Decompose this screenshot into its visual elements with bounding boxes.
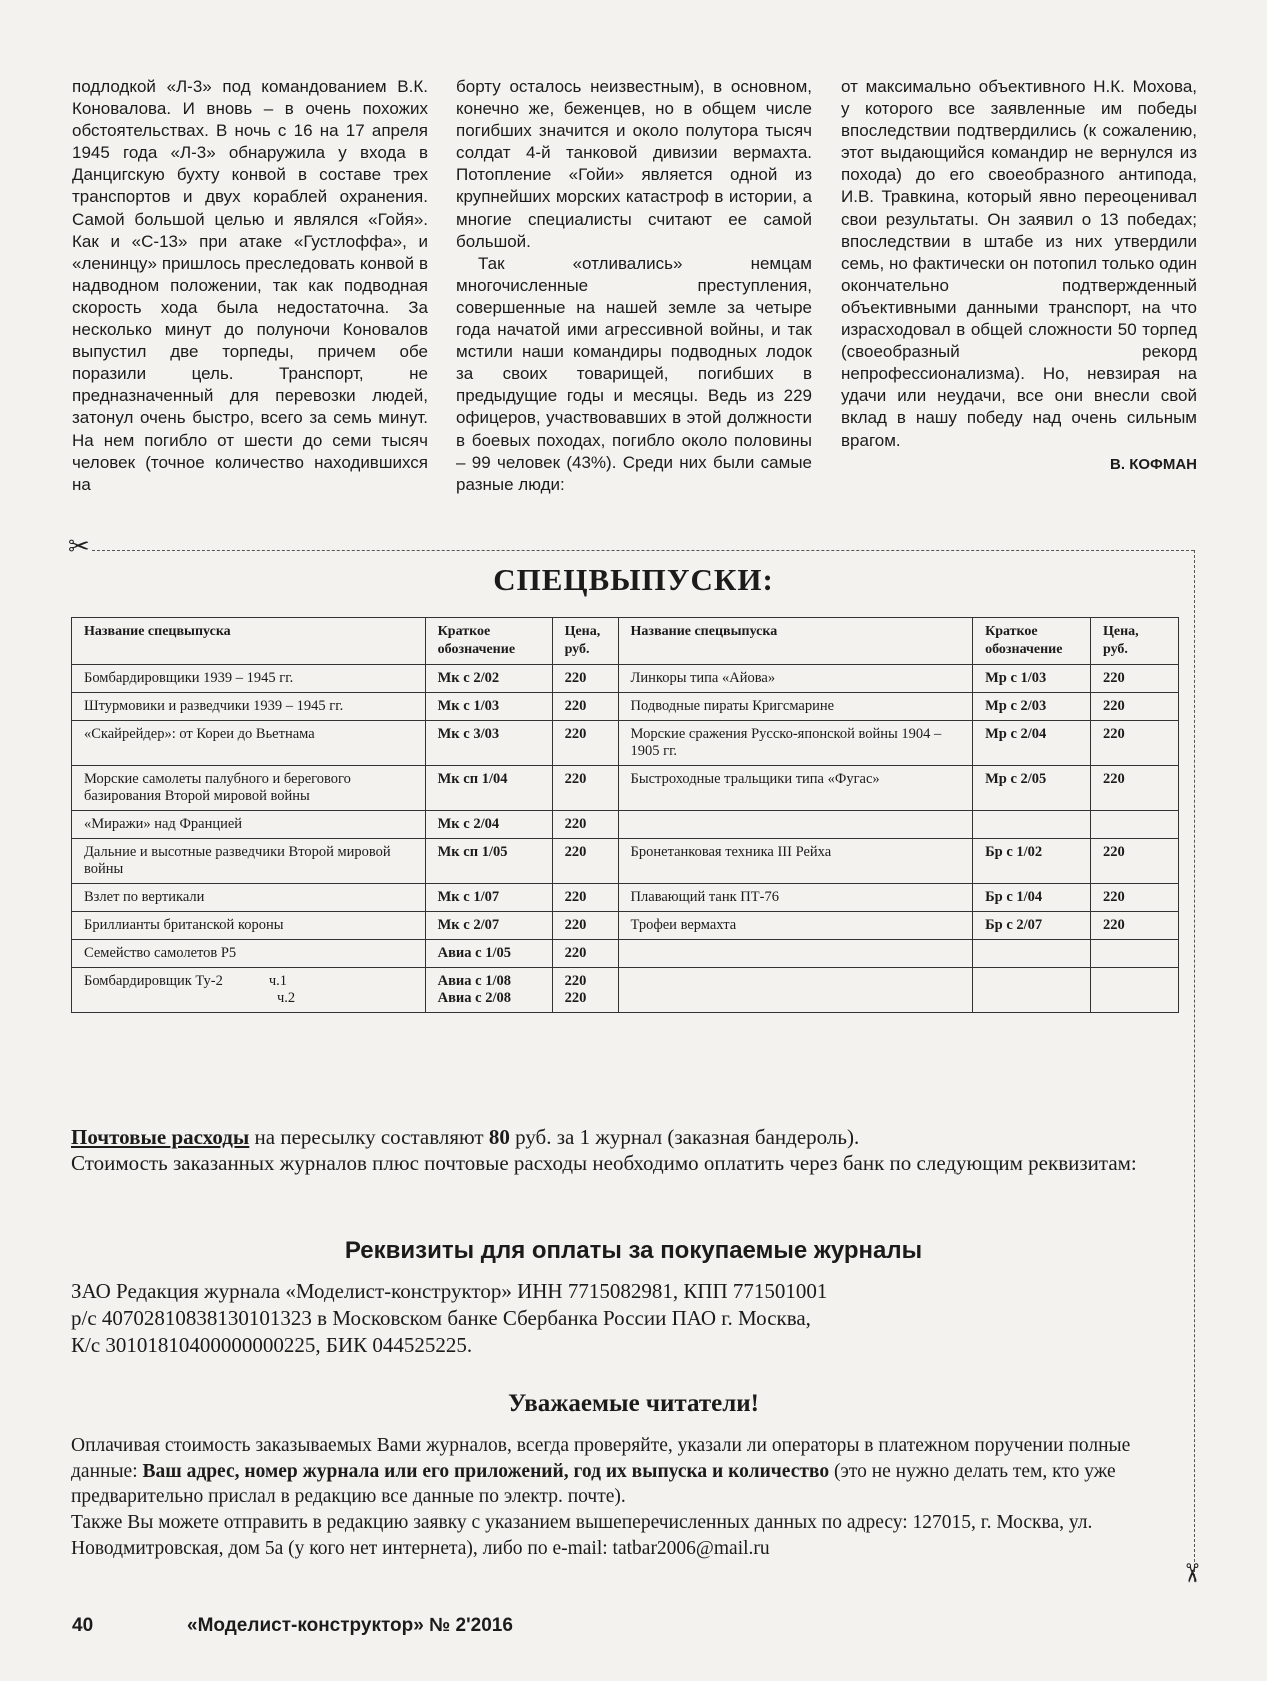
- table-row: [72, 940, 1179, 968]
- issue-price: [1091, 940, 1179, 968]
- issue-price: 220: [552, 665, 618, 693]
- issue-name: «Скайрейдер»: от Кореи до Вьетнама: [72, 721, 426, 766]
- readers-text: (это не нужно делать тем, кто уже предварительно прислал в редакцию все данные по электр. почте).: [71, 1460, 1116, 1508]
- issue-code: Авиа с 1/05: [425, 940, 552, 968]
- issue-code: Мр с 1/03: [973, 665, 1091, 693]
- requisites-line: ЗАО Редакция журнала «Моделист-конструктор» ИНН 7715082981, КПП 771501001: [71, 1279, 828, 1303]
- issue-price: 220: [1091, 693, 1179, 721]
- issue-codes: [425, 968, 552, 1013]
- article-column-1: [72, 76, 428, 496]
- table-row: [72, 912, 1179, 940]
- issue-code: Мр с 2/05: [973, 766, 1091, 811]
- header-code: Краткое обозначение: [425, 618, 552, 665]
- header-price: Цена, руб.: [552, 618, 618, 665]
- issue-code: Мр с 2/04: [973, 721, 1091, 766]
- issue-name: Морские самолеты палубного и берегового базирования Второй мировой войны: [72, 766, 426, 811]
- issue-price: 220: [1091, 912, 1179, 940]
- issue-code: Мк с 1/07: [425, 884, 552, 912]
- cut-line-horizontal: [92, 550, 1194, 551]
- issue-code: Мк с 2/02: [425, 665, 552, 693]
- issue-price: 220: [1091, 766, 1179, 811]
- postal-text: руб. за 1 журнал (заказная бандероль).: [509, 1125, 860, 1149]
- scissors-icon: ✂: [68, 532, 90, 562]
- article-author: В. КОФМАН: [1110, 455, 1197, 473]
- issue-name: [618, 940, 973, 968]
- table-row: [72, 884, 1179, 912]
- header-name: Название спецвыпуска: [618, 618, 973, 665]
- issue-name: Трофеи вермахта: [618, 912, 973, 940]
- issue-code: Авиа с 1/08: [437, 973, 511, 989]
- issue-price: [1091, 811, 1179, 839]
- issue-price: 220: [552, 884, 618, 912]
- postal-line-2: Стоимость заказанных журналов плюс почтовые расходы необходимо оплатить через банк по следующим реквизитам:: [71, 1151, 1137, 1175]
- article-column-2: [456, 76, 812, 496]
- postal-text: на пересылку составляют: [249, 1125, 489, 1149]
- header-code: Краткое обозначение: [973, 618, 1091, 665]
- scissors-icon: ✂: [1175, 1562, 1206, 1584]
- issue-name: Линкоры типа «Айова»: [618, 665, 973, 693]
- issue-name: Дальние и высотные разведчики Второй мировой войны: [72, 839, 426, 884]
- issue-code: Мк сп 1/05: [425, 839, 552, 884]
- issue-price: 220: [552, 693, 618, 721]
- empty-cell: [1091, 968, 1179, 1013]
- issue-price: 220: [552, 766, 618, 811]
- issue-code: Мр с 2/03: [973, 693, 1091, 721]
- page-number: 40: [72, 1615, 94, 1636]
- specials-table: [71, 617, 1179, 1013]
- table-header-row: [72, 618, 1179, 665]
- empty-cell: [973, 968, 1091, 1013]
- table-row: [72, 811, 1179, 839]
- specials-title: СПЕЦВЫПУСКИ:: [493, 562, 774, 597]
- issue-name: Взлет по вертикали: [72, 884, 426, 912]
- magazine-issue: «Моделист-конструктор» № 2'2016: [187, 1615, 513, 1636]
- issue-price: 220: [552, 912, 618, 940]
- postal-amount: 80: [488, 1125, 510, 1149]
- issue-price: 220: [552, 721, 618, 766]
- article-col3-text: от максимально объективного Н.К. Мохова, у которого все заявленные им победы впоследствии подтвердились (к сожалению, этот выдающийся командир не вернулся из похода) до его своеобразного антипода, И.В. Травкина, который явно переоценивал свои результаты. Он заявил о 13 победах; впоследствии в штабе из них утвердили семь, но фактически он потопил только один окончательно подтвержденный объективными данными транспорт, на что израсходовал в общей сложности 50 торпед (своеобразный рекорд непрофессионализма). Но, невзирая на удачи или неудачи, все они внесли свой вклад в нашу победу над очень сильным врагом.: [841, 77, 1197, 450]
- cut-line-vertical: [1194, 550, 1195, 1582]
- readers-block: [71, 1433, 1183, 1562]
- header-price: Цена, руб.: [1091, 618, 1179, 665]
- issue-name: Бомбардировщики 1939 – 1945 гг.: [72, 665, 426, 693]
- requisites-title: Реквизиты для оплаты за покупаемые журналы: [344, 1237, 923, 1264]
- issue-price: 220: [1091, 721, 1179, 766]
- issue-name: Плавающий танк ПТ-76: [618, 884, 973, 912]
- issue-code: Мк сп 1/04: [425, 766, 552, 811]
- requisites-line: К/с 30101810400000000225, БИК 044525225.: [71, 1333, 473, 1357]
- issue-price: 220: [1091, 884, 1179, 912]
- readers-paragraph-2: Также Вы можете отправить в редакцию заявку с указанием вышеперечисленных данных по адресу: 127015, г. Москва, ул. Новодмитровская, дом 5а (у кого нет интернета), либо по e-mail: tatbar2006@mail.ru: [71, 1512, 1093, 1559]
- issue-name: Семейство самолетов Р5: [72, 940, 426, 968]
- issue-code: Мк с 3/03: [425, 721, 552, 766]
- article-col2-text-a: борту осталось неизвестным), в основном, конечно же, беженцев, но в общем числе погибших значится и около полутора тысяч солдат 4-й танковой дивизии вермахта. Потопление «Гойи» является одной из крупнейших морских катастроф в истории, а многие специалисты считают ее самой большой.: [456, 77, 812, 251]
- issue-part-1: ч.1: [268, 973, 288, 989]
- postal-info: [71, 1124, 1181, 1176]
- issue-name: Бриллианты британской короны: [72, 912, 426, 940]
- issue-name: Штурмовики и разведчики 1939 – 1945 гг.: [72, 693, 426, 721]
- readers-emphasis: Ваш адрес, номер журнала или его приложений, год их выпуска и количество: [142, 1460, 830, 1482]
- table-row: [72, 766, 1179, 811]
- issue-code: Бр с 2/07: [973, 912, 1091, 940]
- issue-price: 220: [1091, 665, 1179, 693]
- issue-name: [618, 811, 973, 839]
- table-row: [72, 693, 1179, 721]
- issue-code: [973, 940, 1091, 968]
- issue-part-2: ч.2: [277, 990, 296, 1006]
- issue-code: Мк с 1/03: [425, 693, 552, 721]
- issue-price: 220: [552, 940, 618, 968]
- issue-code: Бр с 1/02: [973, 839, 1091, 884]
- readers-paragraph-1: [71, 1433, 1183, 1510]
- issue-name: Бомбардировщик Ту-2: [84, 973, 223, 989]
- issue-code: Мк с 2/07: [425, 912, 552, 940]
- article-column-3: [841, 76, 1197, 476]
- requisites-block: [71, 1278, 1171, 1359]
- issue-name: Подводные пираты Кригсмарине: [618, 693, 973, 721]
- issue-name: Бронетанковая техника III Рейха: [618, 839, 973, 884]
- issue-code: [973, 811, 1091, 839]
- table-row: [72, 839, 1179, 884]
- requisites-line: р/с 40702810838130101323 в Московском банке Сбербанка России ПАО г. Москва,: [71, 1306, 811, 1330]
- table-row: [72, 665, 1179, 693]
- table-row: [72, 721, 1179, 766]
- postal-line-1: [71, 1124, 1181, 1150]
- issue-price: 220: [552, 811, 618, 839]
- issue-code: Авиа с 2/08: [437, 990, 511, 1006]
- article-col2-text-b: Так «отливались» немцам многочисленные преступления, совершенные на нашей земле за четыре года начатой ими агрессивной войны, и так мстили наши командиры подводных лодок за своих товарищей, погибших в предыдущие годы и месяцы. Ведь из 229 офицеров, участвовавших в этой должности в боевых походах, погибло около половины – 99 человек (43%). Среди них были самые разные люди:: [456, 253, 812, 494]
- issue-code: Бр с 1/04: [973, 884, 1091, 912]
- issue-code: Мк с 2/04: [425, 811, 552, 839]
- postal-label: Почтовые расходы: [71, 1125, 250, 1149]
- issue-price: 220: [564, 990, 587, 1006]
- header-name: Название спецвыпуска: [72, 618, 426, 665]
- issue-price: 220: [564, 973, 587, 989]
- table-row: [72, 968, 1179, 1013]
- article-col1-text: подлодкой «Л-3» под командованием В.К. Коновалова. И вновь – в очень похожих обстоятельствах. В ночь с 16 на 17 апреля 1945 года «Л-3» обнаружила у входа в Данцигскую бухту конвой в составе трех транспортов и двух кораблей охранения. Самой большой целью и являлся «Гойя». Как и «С-13» при атаке «Густлоффа», и «ленинцу» пришлось преследовать конвой в надводном положении, так как подводная скорость хода была недостаточна. За несколько минут до полуночи Коновалов выпустил две торпеды, причем обе поразили цель. Транспорт, не предназначенный для перевозки людей, затонул очень быстро, всего за семь минут. На нем погибло от шести до семи тысяч человек (точное количество находившихся на: [72, 77, 428, 494]
- empty-cell: [618, 968, 973, 1013]
- issue-name: «Миражи» над Францией: [72, 811, 426, 839]
- issue-prices: [552, 968, 618, 1013]
- issue-price: 220: [1091, 839, 1179, 884]
- issue-name-multi: [72, 968, 426, 1013]
- readers-title: Уважаемые читатели!: [508, 1390, 759, 1417]
- issue-name: Морские сражения Русско-японской войны 1904 – 1905 гг.: [618, 721, 973, 766]
- issue-name: Быстроходные тральщики типа «Фугас»: [618, 766, 973, 811]
- readers-text: Оплачивая стоимость заказываемых Вами журналов, всегда проверяйте, указали ли операторы в платежном поручении полные данные:: [71, 1435, 1131, 1482]
- issue-price: 220: [552, 839, 618, 884]
